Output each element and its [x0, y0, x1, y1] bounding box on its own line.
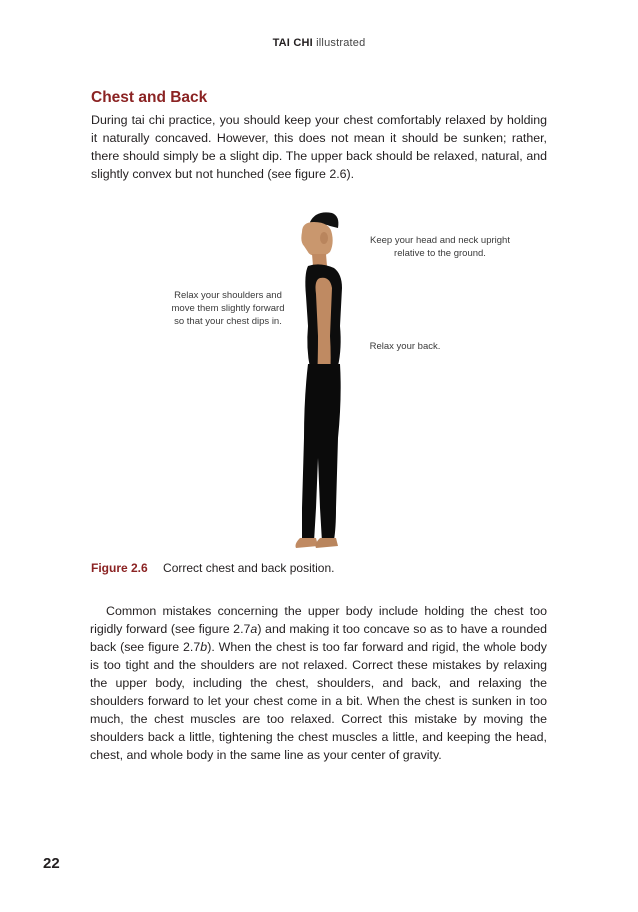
section-title: Chest and Back: [91, 89, 208, 106]
callout-head-line: relative to the ground.: [394, 248, 486, 259]
page-number: 22: [43, 855, 60, 872]
running-head-subtitle: illustrated: [316, 37, 366, 49]
body-paragraph: [90, 602, 547, 764]
callout-shoulders-line: Relax your shoulders and: [174, 290, 282, 301]
figure-2-6: [0, 200, 638, 560]
callout-back: Relax your back.: [369, 341, 441, 352]
running-head-title: TAI CHI: [272, 37, 313, 49]
standing-person-photo: [280, 208, 370, 552]
callout-shoulders-line: so that your chest dips in.: [174, 316, 282, 327]
figure-ref-b: b: [200, 640, 208, 654]
body-text-part: ). When the chest is too far forward and rigid, the whole body is too tight and the shoulders are not relaxed. Correct these mistakes by relaxing the upper body, including the chest, shoulders, and back, and relaxing the shoulders forward to let your chest come in a bit. When the chest is sunken in too much, the chest muscles are too relaxed. Correct this mistake by moving the shoulders back a little, tightening the chest muscles a little, and keeping the head, chest, and whole body in the same line as your center of gravity.: [90, 640, 547, 762]
callout-shoulders-line: move them slightly forward: [171, 303, 285, 314]
callout-shoulders: [166, 289, 290, 328]
figure-ref-a: a: [250, 622, 258, 636]
figure-label: Figure 2.6: [91, 561, 148, 575]
body-text-part: Common mistakes concerning the upper body include holding the chest too rigidly forward (see figure 2.7: [90, 604, 547, 636]
running-head: [0, 37, 638, 49]
callout-head-neck: [360, 234, 520, 260]
intro-paragraph: During tai chi practice, you should keep your chest comfortably relaxed by holding it naturally concaved. However, this does not mean it should be sunken; rather, there should simply be a slight dip. The upper back should be relaxed, natural, and slightly convex but not hunched (see figure 2.6).: [91, 113, 547, 181]
figure-caption: [91, 561, 334, 575]
body-text-part: ) and making it too concave so as to have a rounded back (see figure 2.7: [90, 622, 548, 654]
figure-caption-text: Correct chest and back position.: [163, 561, 335, 575]
callout-head-line: Keep your head and neck upright: [370, 235, 510, 246]
